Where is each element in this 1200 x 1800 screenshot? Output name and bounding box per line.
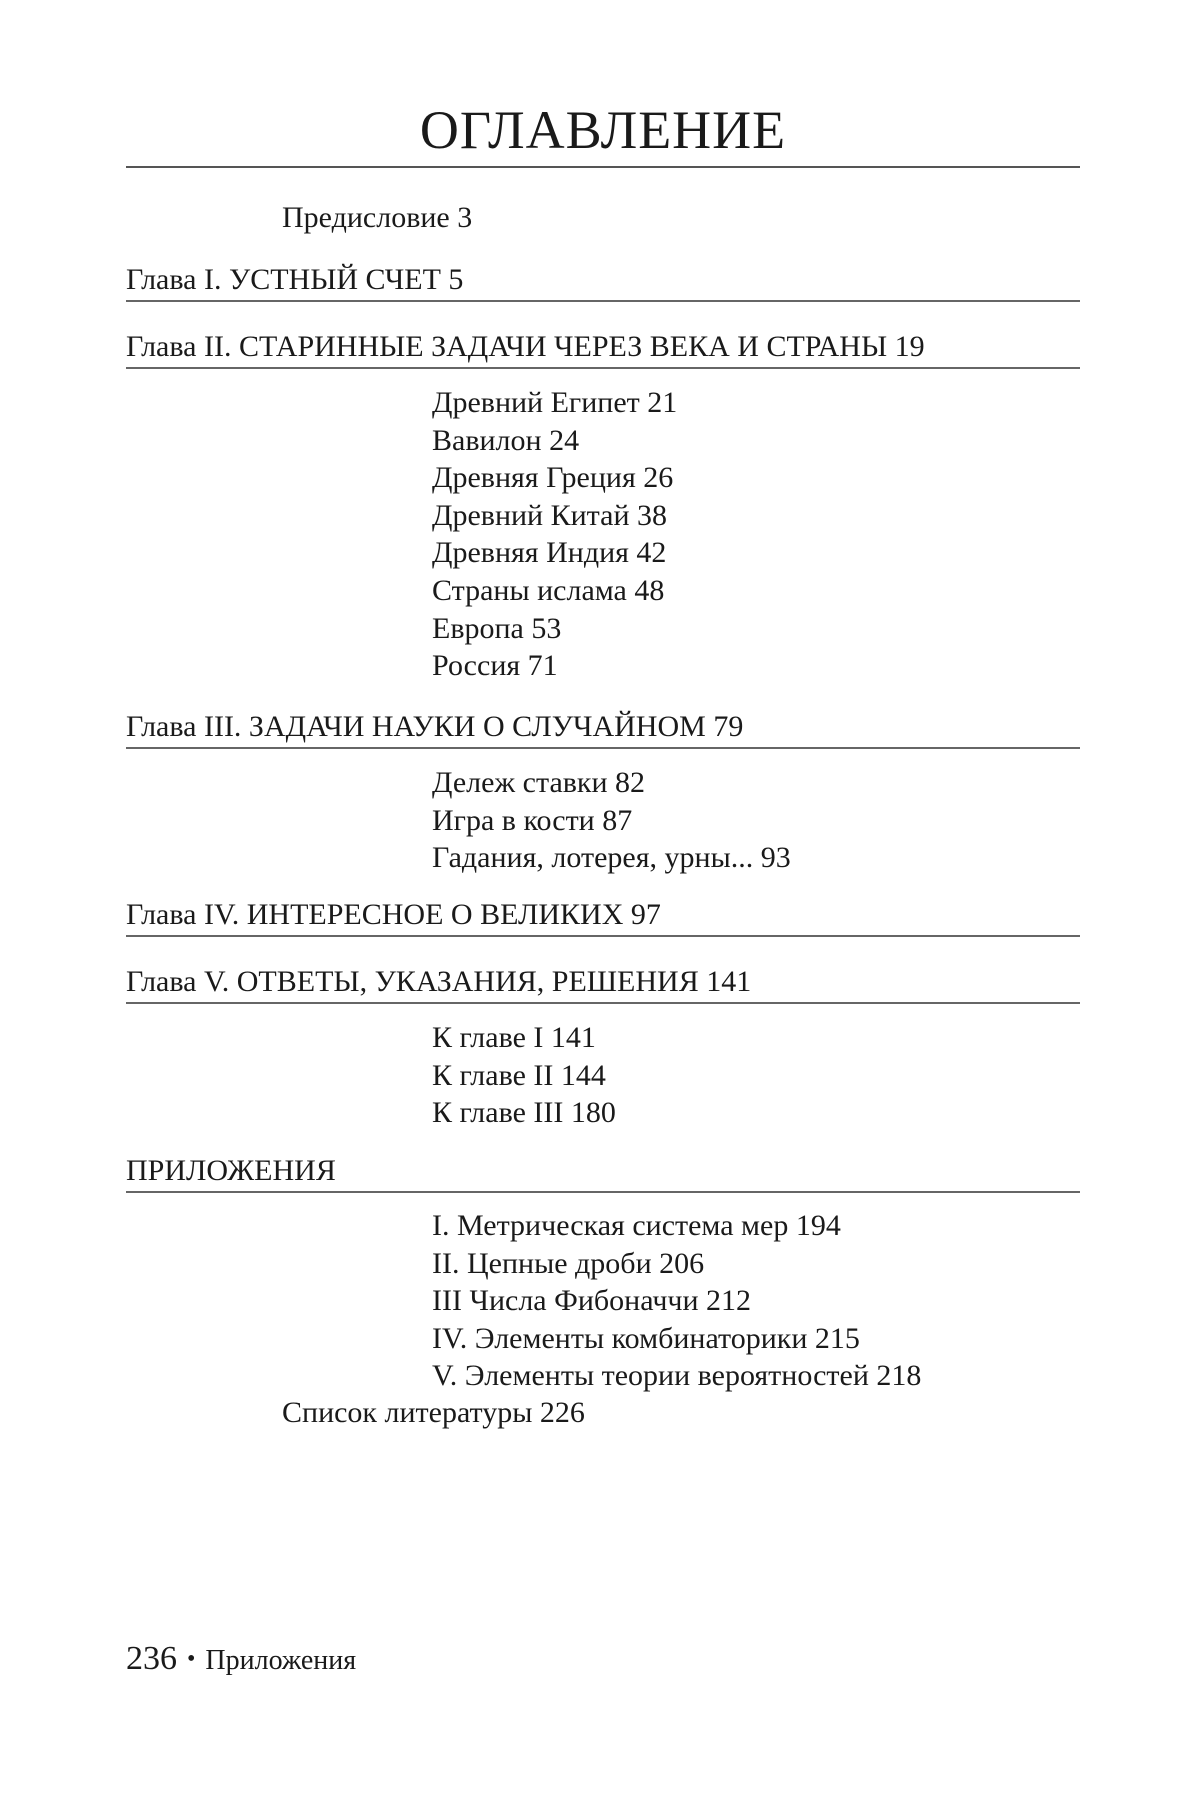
toc-item: К главе III 180: [432, 1096, 616, 1130]
toc-chapter-5-items: [432, 1019, 616, 1132]
toc-item: Древняя Индия 42: [432, 536, 667, 570]
footer-separator: •: [187, 1646, 196, 1672]
toc-appendices-items: [432, 1207, 921, 1395]
page-number: 236: [126, 1640, 177, 1677]
running-section: Приложения: [205, 1645, 357, 1676]
toc-item: Древний Египет 21: [432, 386, 678, 419]
toc-item: V. Элементы теории вероятностей 218: [432, 1359, 922, 1393]
toc-item: IV. Элементы комбинаторики 215: [432, 1321, 860, 1355]
toc-item: Игра в кости 87: [432, 803, 633, 837]
toc-item: Древний Китай 38: [432, 498, 668, 532]
toc-chapter-2: Глава II. СТАРИННЫЕ ЗАДАЧИ ЧЕРЕЗ ВЕКА И СТРАНЫ 19: [126, 329, 1080, 369]
toc-item: К главе II 144: [432, 1058, 606, 1092]
toc-chapter-3: Глава III. ЗАДАЧИ НАУКИ О СЛУЧАЙНОМ 79: [126, 709, 1080, 749]
toc-item: Европа 53: [432, 611, 562, 645]
page-footer: [126, 1640, 356, 1678]
toc-item: II. Цепные дроби 206: [432, 1246, 705, 1280]
page-title: ОГЛАВЛЕНИЕ: [419, 100, 787, 160]
toc-item: К главе I 141: [432, 1021, 596, 1054]
toc-item: Гадания, лотерея, урны... 93: [432, 841, 791, 875]
toc-bibliography: Список литературы 226: [282, 1396, 585, 1429]
toc-item: Вавилон 24: [432, 423, 580, 457]
toc-preface: Предисловие 3: [282, 201, 473, 234]
toc-item: Дележ ставки 82: [432, 766, 646, 799]
toc-appendices: ПРИЛОЖЕНИЯ: [126, 1153, 1080, 1193]
toc-chapter-2-items: [432, 384, 677, 685]
toc-chapter-4: Глава IV. ИНТЕРЕСНОЕ О ВЕЛИКИХ 97: [126, 897, 1080, 937]
toc-chapter-5: Глава V. ОТВЕТЫ, УКАЗАНИЯ, РЕШЕНИЯ 141: [126, 964, 1080, 1004]
toc-item: I. Метрическая система мер 194: [432, 1209, 841, 1242]
toc-item: Россия 71: [432, 649, 558, 683]
toc-chapter-1: Глава I. УСТНЫЙ СЧЕТ 5: [126, 262, 1080, 302]
toc-item: Страны ислама 48: [432, 573, 665, 607]
title-rule: [126, 166, 1080, 168]
toc-chapter-3-items: [432, 764, 791, 877]
toc-item: Древняя Греция 26: [432, 461, 674, 495]
toc-item: III Числа Фибоначчи 212: [432, 1284, 752, 1318]
